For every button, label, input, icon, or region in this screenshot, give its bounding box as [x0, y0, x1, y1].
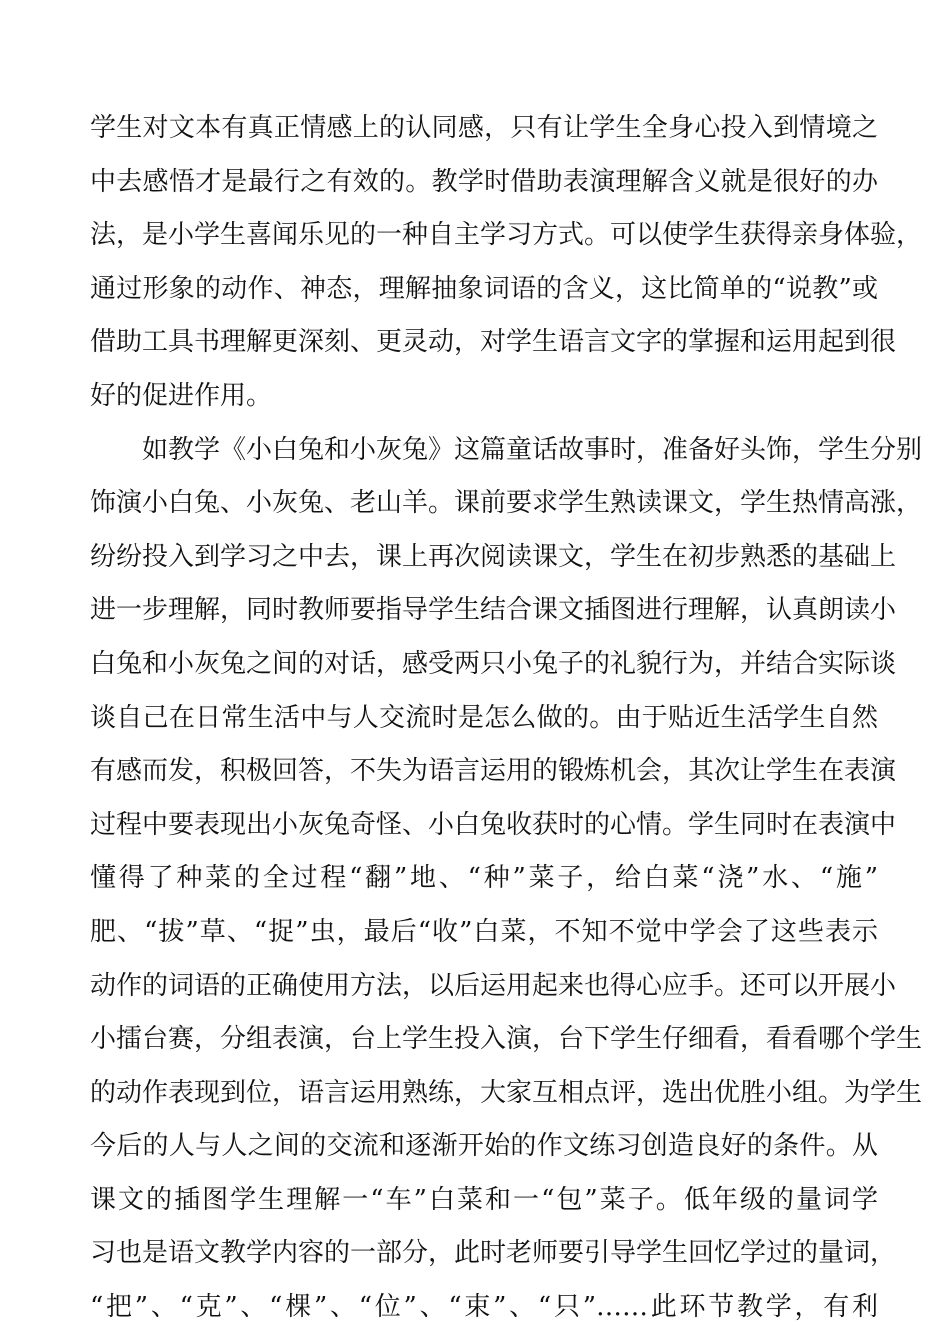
paragraph-line: 的动作表现到位，语言运用熟练，大家互相点评，选出优胜小组。为学生 — [90, 1077, 923, 1108]
paragraph-line: 课文的插图学生理解一“车”白菜和一“包”菜子。低年级的量词学 — [90, 1184, 878, 1215]
paragraph-line: 谈自己在日常生活中与人交流时是怎么做的。由于贴近生活学生自然 — [90, 702, 878, 733]
paragraph-line: 如教学《小白兔和小灰兔》这篇童话故事时，准备好头饰，学生分别 — [142, 434, 923, 465]
paragraph-line: 饰演小白兔、小灰兔、老山羊。课前要求学生熟读课文，学生热情高涨， — [90, 488, 923, 519]
paragraph-2 — [90, 424, 923, 1335]
paragraph-line: 懂得了种菜的全过程“翻”地、“种”菜子，给白菜“浇”水、“施” — [90, 863, 878, 894]
paragraph-line: 小擂台赛，分组表演，台上学生投入演，台下学生仔细看，看看哪个学生 — [90, 1024, 923, 1055]
paragraph-line: 借助工具书理解更深刻、更灵动，对学生语言文字的掌握和运用起到很 — [90, 327, 897, 358]
paragraph-line: 有感而发，积极回答，不失为语言运用的锻炼机会，其次让学生在表演 — [90, 756, 897, 787]
paragraph-line: “把”、“克”、“棵”、“位”、“束”、“只”……此环节教学，有利 — [90, 1292, 878, 1323]
paragraph-line: 今后的人与人之间的交流和逐渐开始的作文练习创造良好的条件。从 — [90, 1131, 878, 1162]
paragraph-1 — [90, 102, 923, 424]
paragraph-line: 中去感悟才是最行之有效的。教学时借助表演理解含义就是很好的办 — [90, 166, 878, 197]
paragraph-line: 肥、“拔”草、“捉”虫，最后“收”白菜，不知不觉中学会了这些表示 — [90, 916, 878, 947]
paragraph-line: 动作的词语的正确使用方法，以后运用起来也得心应手。还可以开展小 — [90, 970, 897, 1001]
paragraph-line: 通过形象的动作、神态，理解抽象词语的含义，这比简单的“说教”或 — [90, 273, 878, 304]
paragraph-line: 进一步理解，同时教师要指导学生结合课文插图进行理解，认真朗读小 — [90, 595, 897, 626]
paragraph-line: 过程中要表现出小灰兔奇怪、小白兔收获时的心情。学生同时在表演中 — [90, 809, 897, 840]
paragraph-line: 习也是语文教学内容的一部分，此时老师要引导学生回忆学过的量词， — [90, 1238, 897, 1269]
paragraph-line: 白兔和小灰兔之间的对话，感受两只小兔子的礼貌行为，并结合实际谈 — [90, 648, 897, 679]
paragraph-line: 学生对文本有真正情感上的认同感，只有让学生全身心投入到情境之 — [90, 113, 878, 143]
paragraph-line: 法，是小学生喜闻乐见的一种自主学习方式。可以使学生获得亲身体验， — [90, 220, 923, 251]
paragraph-line: 好的促进作用。 — [90, 380, 273, 411]
paragraph-line: 纷纷投入到学习之中去，课上再次阅读课文，学生在初步熟悉的基础上 — [90, 541, 897, 572]
body-text — [90, 102, 923, 1335]
